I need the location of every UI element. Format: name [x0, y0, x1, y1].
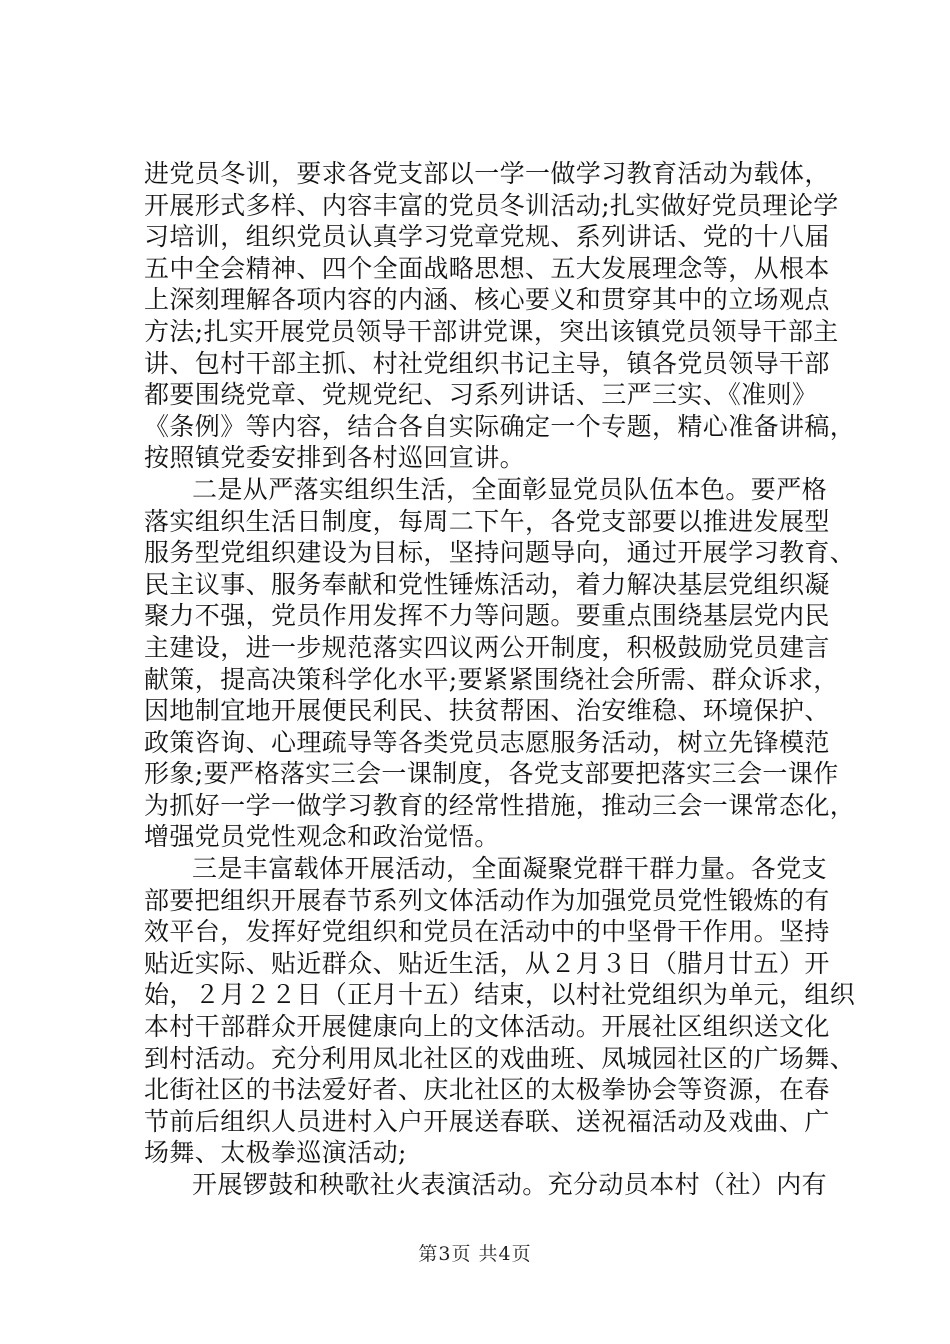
- text-line: 落实组织生活日制度，每周二下午，各党支部要以推进发展型: [144, 506, 830, 536]
- text-line: 增强党员党性观念和政治觉悟。: [144, 822, 500, 852]
- text-line: 按照镇党委安排到各村巡回宣讲。: [144, 443, 526, 473]
- text-line: 北街社区的书法爱好者、庆北社区的太极拳协会等资源，在春: [144, 1075, 830, 1105]
- text-line: 开展形式多样、内容丰富的党员冬训活动;扎实做好党员理论学: [144, 190, 839, 220]
- text-line: 政策咨询、心理疏导等各类党员志愿服务活动，树立先锋模范: [144, 727, 830, 757]
- text-line: 贴近实际、贴近群众、贴近生活，从２月３日（腊月廿五）开: [144, 948, 830, 978]
- paragraph-start-line: 三是丰富载体开展活动，全面凝聚党群干群力量。各党支: [192, 854, 828, 884]
- text-line: 献策，提高决策科学化水平;要紧紧围绕社会所需、群众诉求，: [144, 664, 839, 694]
- text-line: 因地制宜地开展便民利民、扶贫帮困、治安维稳、环境保护、: [144, 696, 830, 726]
- text-line: 本村干部群众开展健康向上的文体活动。开展社区组织送文化: [144, 1012, 830, 1042]
- text-line: 场舞、太极拳巡演活动;: [144, 1138, 407, 1168]
- text-line: 到村活动。充分利用凤北社区的戏曲班、凤城园社区的广场舞、: [144, 1043, 856, 1073]
- text-line: 聚力不强，党员作用发挥不力等问题。要重点围绕基层党内民: [144, 601, 830, 631]
- text-line: 《条例》等内容，结合各自实际确定一个专题，精心准备讲稿，: [144, 411, 856, 441]
- text-line: 讲、包村干部主抓、村社党组织书记主导，镇各党员领导干部: [144, 348, 830, 378]
- text-line: 服务型党组织建设为目标，坚持问题导向，通过开展学习教育、: [144, 538, 856, 568]
- paragraph-start-line: 开展锣鼓和秧歌社火表演活动。充分动员本村（社）内有: [192, 1170, 828, 1199]
- document-body: [144, 158, 856, 1201]
- text-line: 始，２月２２日（正月十五）结束，以村社党组织为单元，组织: [144, 980, 856, 1010]
- text-line: 部要把组织开展春节系列文体活动作为加强党员党性锻炼的有: [144, 885, 830, 915]
- text-line: 效平台，发挥好党组织和党员在活动中的中坚骨干作用。坚持: [144, 917, 830, 947]
- text-line: 节前后组织人员进村入户开展送春联、送祝福活动及戏曲、广: [144, 1106, 830, 1136]
- text-line: 五中全会精神、四个全面战略思想、五大发展理念等，从根本: [144, 253, 830, 283]
- text-line: 形象;要严格落实三会一课制度，各党支部要把落实三会一课作: [144, 759, 839, 789]
- text-line: 都要围绕党章、党规党纪、习系列讲话、三严三实、《准则》: [144, 380, 818, 410]
- text-line: 主建设，进一步规范落实四议两公开制度，积极鼓励党员建言: [144, 632, 830, 662]
- text-line: 为抓好一学一做学习教育的经常性措施，推动三会一课常态化，: [144, 790, 856, 820]
- text-line: 习培训，组织党员认真学习党章党规、系列讲话、党的十八届: [144, 222, 830, 252]
- text-line: 方法;扎实开展党员领导干部讲党课，突出该镇党员领导干部主: [144, 316, 839, 346]
- text-line: 民主议事、服务奉献和党性锤炼活动，着力解决基层党组织凝: [144, 569, 830, 599]
- page-number-footer: 第3页 共4页: [418, 1243, 532, 1265]
- text-line: 上深刻理解各项内容的内涵、核心要义和贯穿其中的立场观点: [144, 285, 830, 315]
- paragraph-start-line: 二是从严落实组织生活，全面彰显党员队伍本色。要严格: [192, 474, 828, 504]
- text-line: 进党员冬训，要求各党支部以一学一做学习教育活动为载体，: [144, 159, 830, 188]
